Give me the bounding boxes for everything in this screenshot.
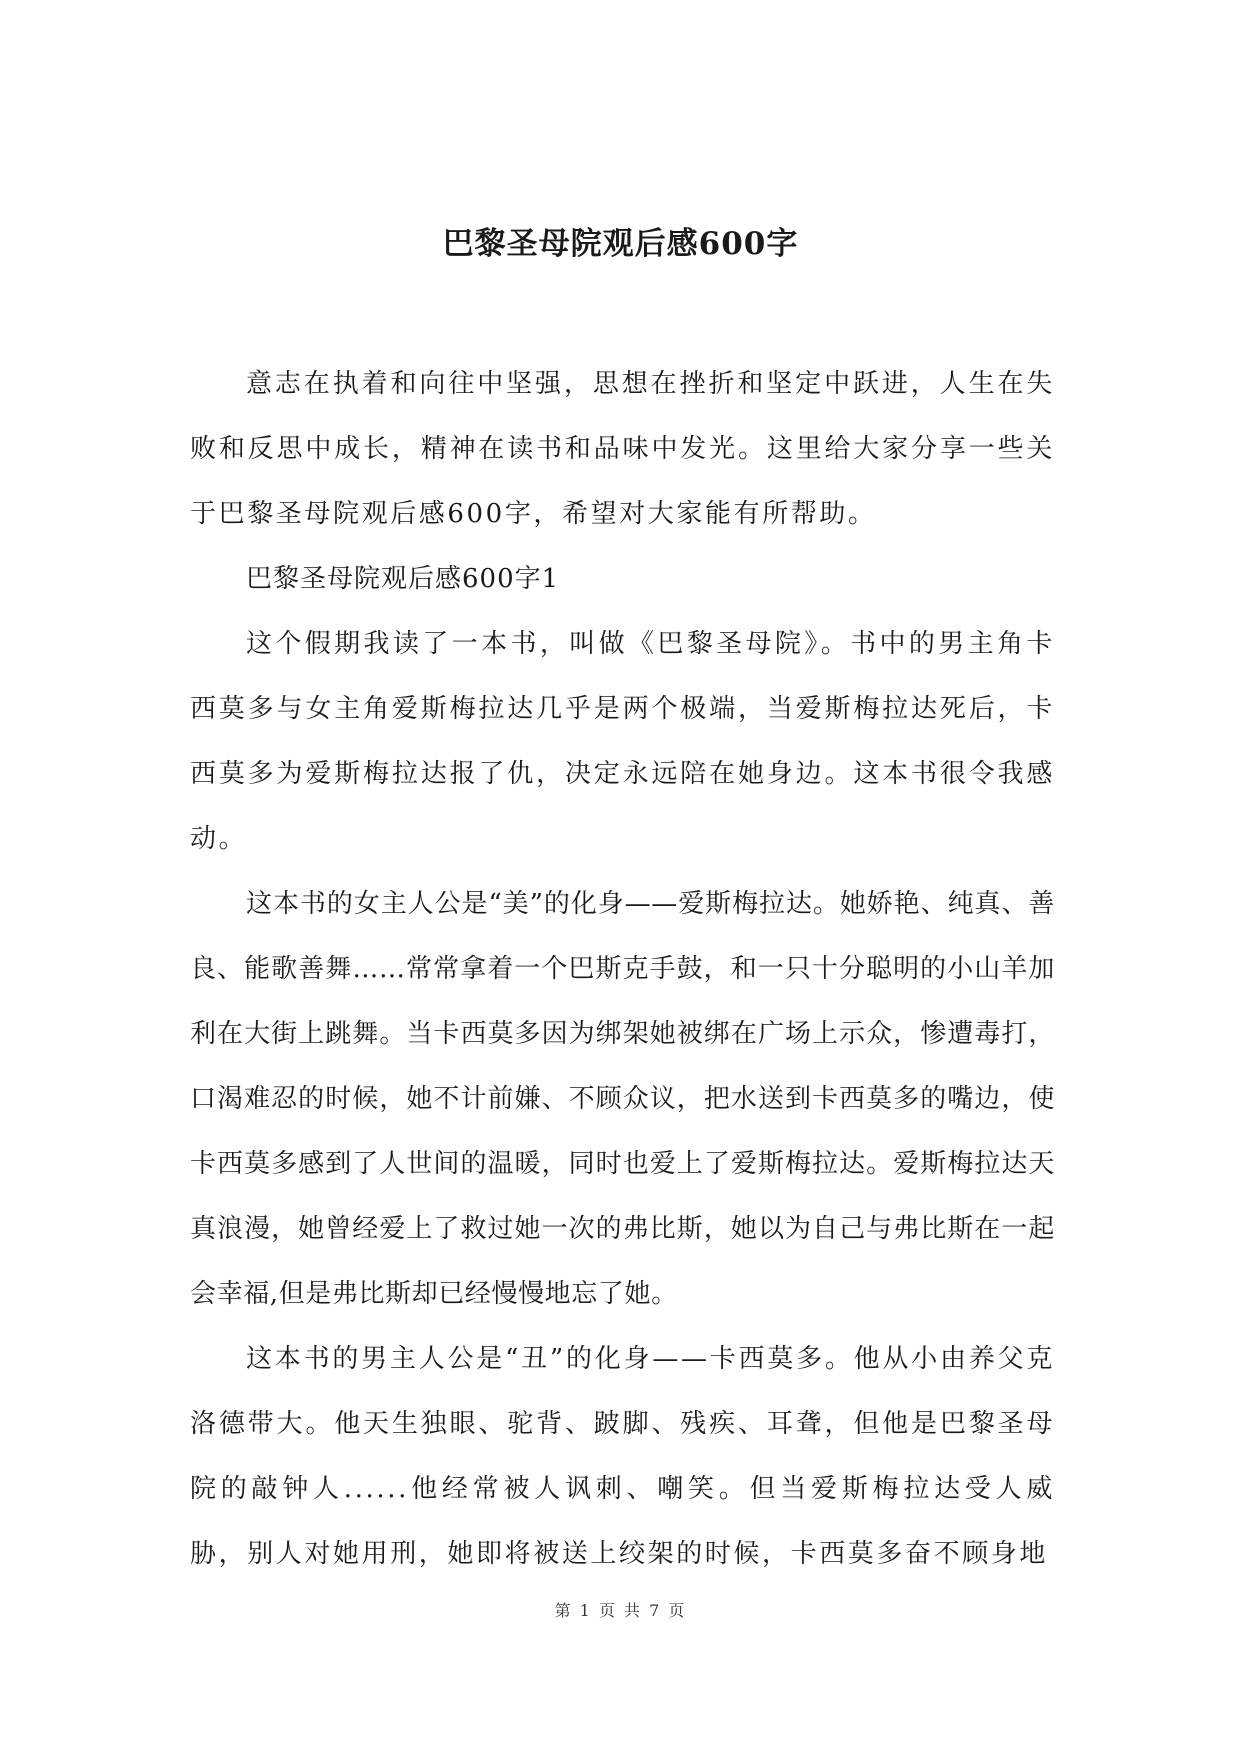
body-paragraph-1: 这个假期我读了一本书，叫做《巴黎圣母院》。书中的男主角卡西莫多与女主角爱斯梅拉达几乎是两个极端，当爱斯梅拉达死后，卡西莫多为爱斯梅拉达报了仇，决定永远陪在她身边。这本书很令我感动。: [190, 629, 1055, 854]
body-paragraph-2: 这本书的女主人公是“美”的化身——爱斯梅拉达。她娇艳、纯真、善良、能歌善舞……常常拿着一个巴斯克手鼓，和一只十分聪明的小山羊加利在大街上跳舞。当卡西莫多因为绑架她被绑在广场上示众，惨遭毒打，口渴难忍的时候，她不计前嫌、不顾众议，把水送到卡西莫多的嘴边，使卡西莫多感到了人世间的温暖，同时也爱上了爱斯梅拉达。爱斯梅拉达天真浪漫，她曾经爱上了救过她一次的弗比斯，她以为自己与弗比斯在一起会幸福,但是弗比斯却已经慢慢地忘了她。: [190, 889, 1055, 1309]
body-paragraph-3: 这本书的男主人公是“丑”的化身——卡西莫多。他从小由养父克洛德带大。他天生独眼、驼背、跛脚、残疾、耳聋，但他是巴黎圣母院的敲钟人......他经常被人讽刺、嘲笑。但当爱斯梅拉达受人威胁，别人对她用刑，她即将被送上绞架的时候，卡西莫多奋不顾身地: [190, 1344, 1055, 1569]
section-heading: 巴黎圣母院观后感600字1: [246, 564, 560, 594]
intro-paragraph: 意志在执着和向往中坚强，思想在挫折和坚定中跃进，人生在失败和反思中成长，精神在读书和品味中发光。这里给大家分享一些关于巴黎圣母院观后感600字，希望对大家能有所帮助。: [190, 369, 1055, 529]
document-body: [190, 352, 1055, 1587]
page-footer: 第 1 页 共 7 页: [554, 1601, 687, 1620]
document-title: 巴黎圣母院观后感600字: [442, 226, 799, 262]
